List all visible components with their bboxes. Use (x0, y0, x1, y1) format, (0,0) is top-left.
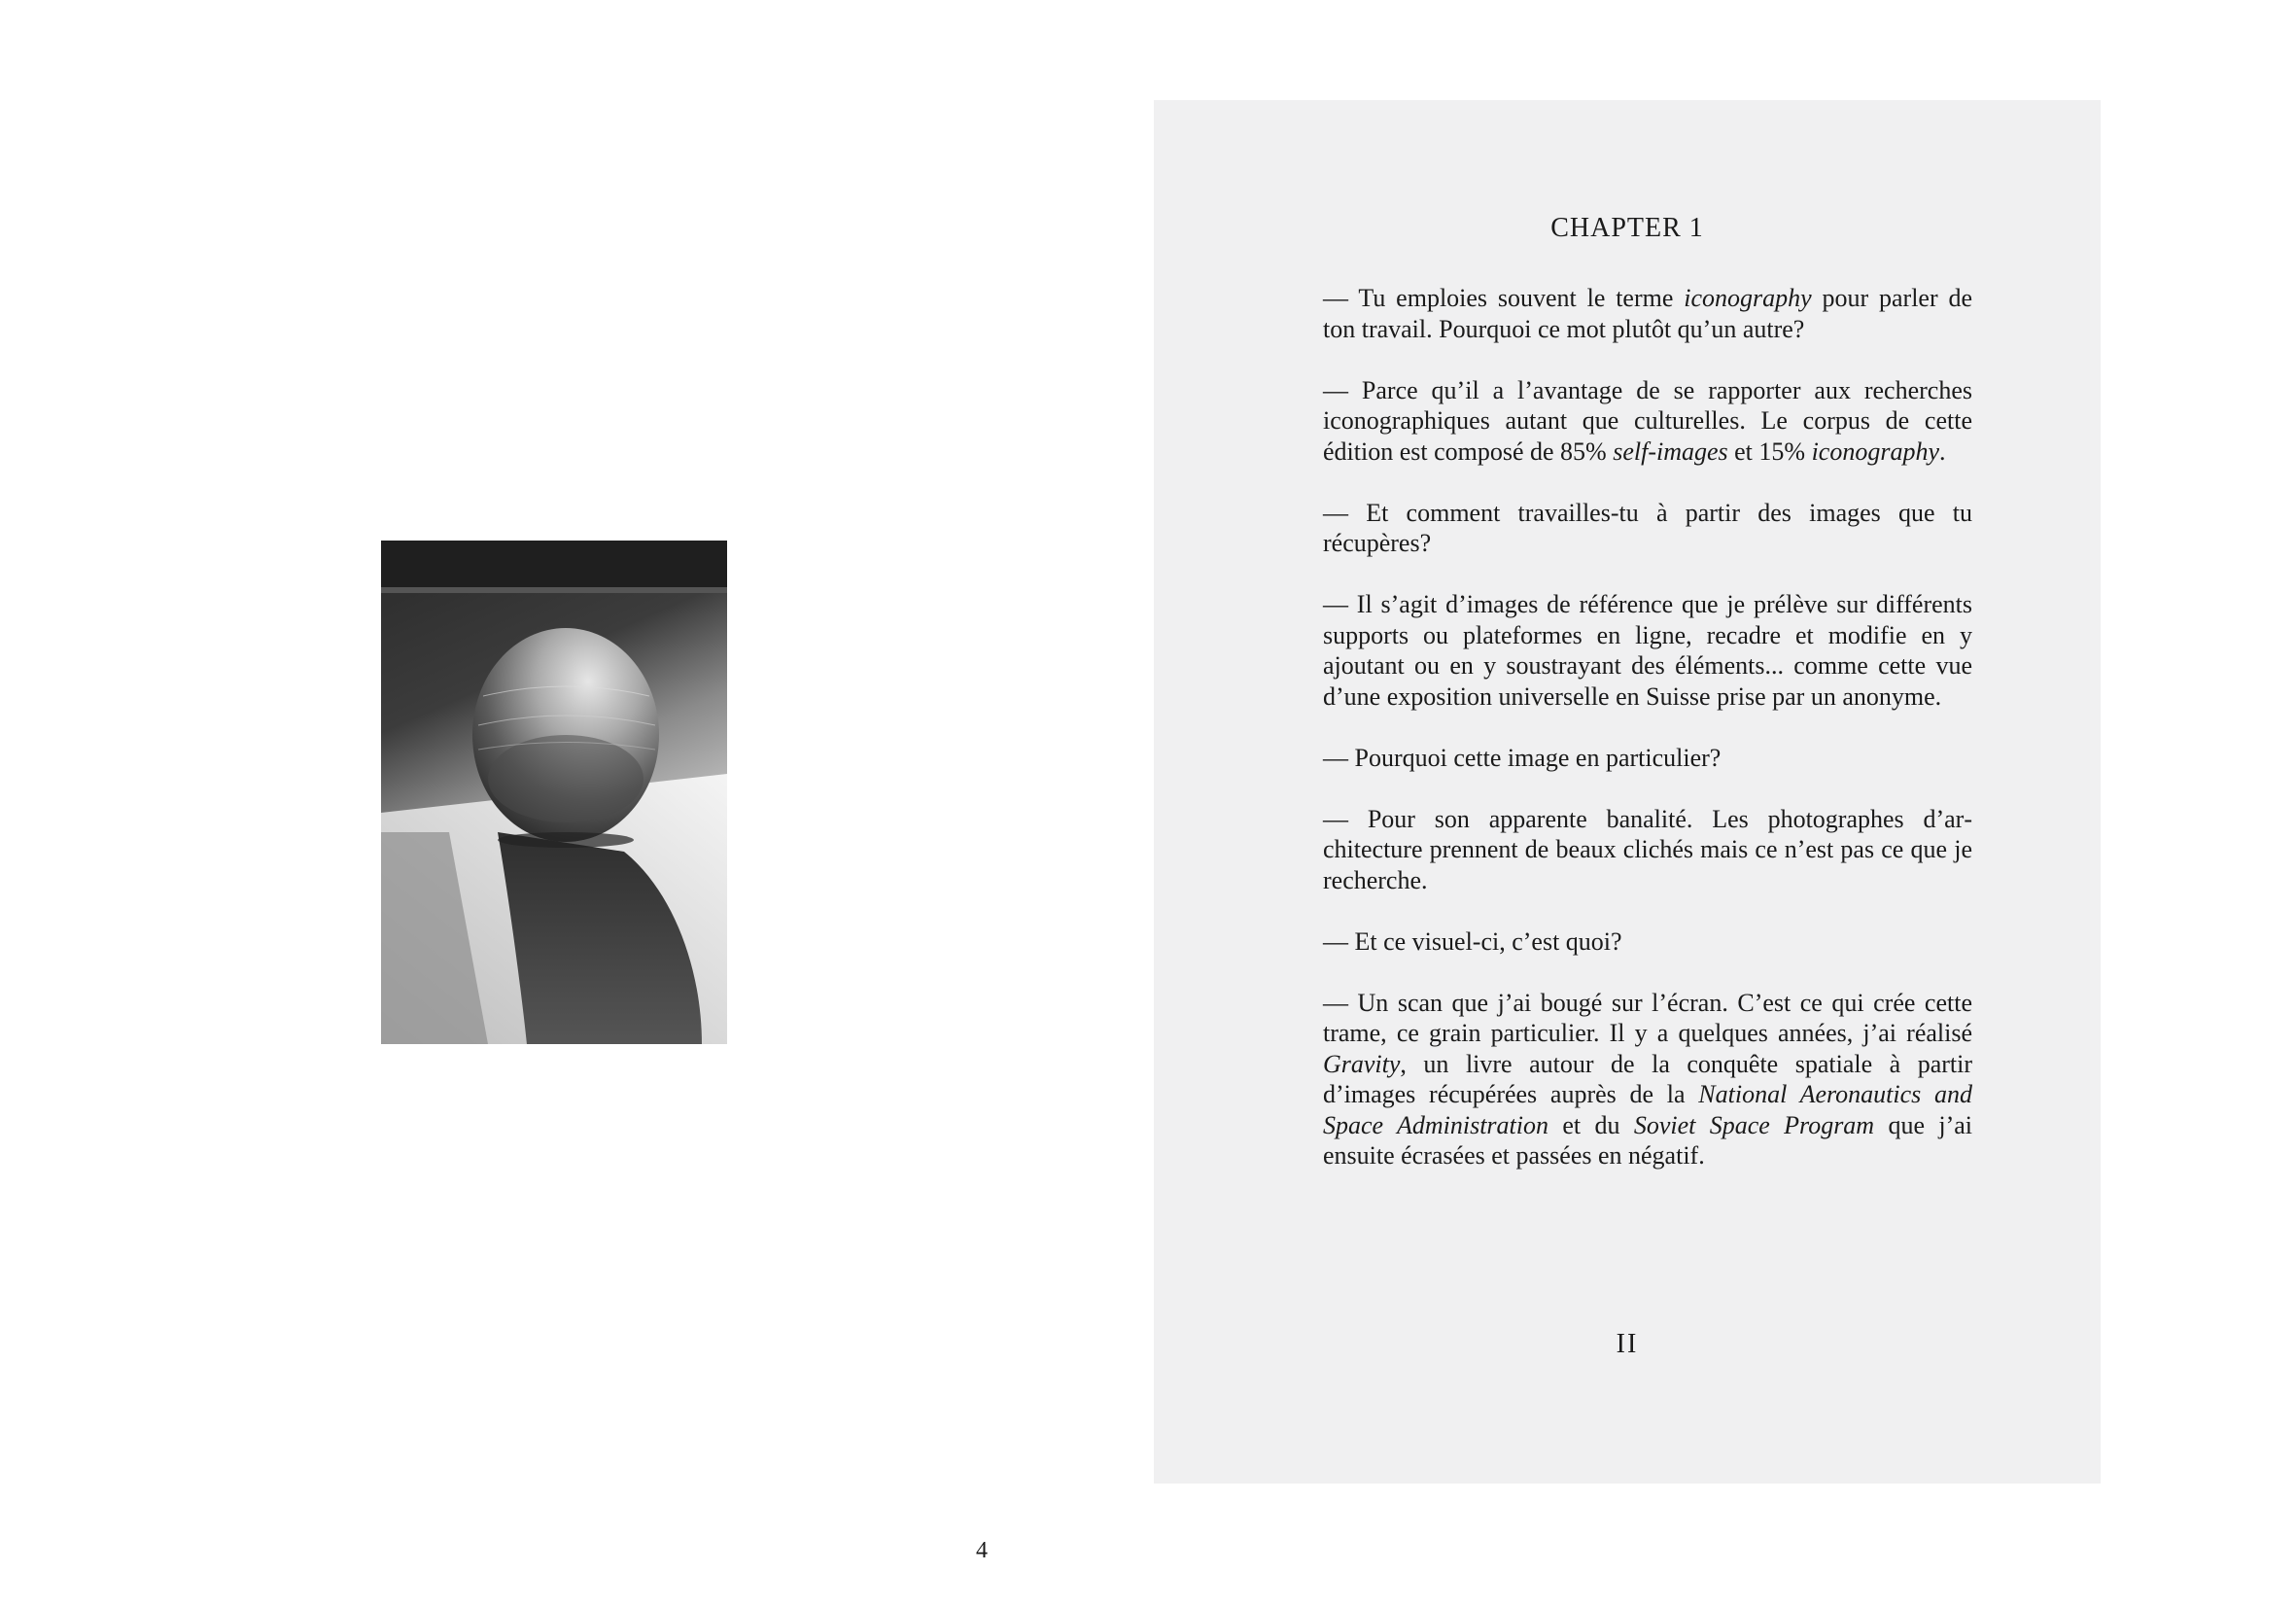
text-run: — Pourquoi cette image en particulier? (1323, 743, 1722, 772)
italic-term: self-images (1613, 437, 1728, 466)
paragraph-q2 (1323, 498, 1972, 559)
text-run: — Et comment travailles-tu à partir des images que tu récupères? (1323, 498, 1972, 557)
roman-page-number: II (1616, 1329, 1639, 1359)
italic-term: iconography (1811, 437, 1939, 466)
paragraph-a4 (1323, 988, 1972, 1171)
text-run: — Tu emploies souvent le terme (1323, 284, 1685, 312)
text-run: — Pour son apparente banalité. Les photographes d’architecture prennent de beaux clichés mais ce n’est pas ce que je recherche. (1323, 804, 1972, 894)
text-run: et 15% (1727, 437, 1812, 466)
sphere-photograph (381, 541, 727, 1044)
paragraph-a3 (1323, 804, 1972, 896)
text-run: et du (1548, 1110, 1634, 1139)
text-run: — Et ce visuel-ci, c’est quoi? (1323, 926, 1622, 956)
paragraph-q4 (1323, 926, 1972, 958)
paragraph-q3 (1323, 743, 1972, 774)
text-run: que j’ai ensuite écrasées et passées en négatif. (1323, 1110, 1972, 1170)
italic-term: National Aeronautics and Space Administration (1323, 1080, 1972, 1139)
paragraph-a1 (1323, 375, 1972, 468)
right-page (1154, 100, 2101, 1484)
page-number: 4 (976, 1538, 988, 1563)
paragraph-a2 (1323, 589, 1972, 712)
text-run: — Un scan que j’ai bougé sur l’écran. C’est ce qui crée cette trame, ce grain particulier. Il y a quelques années, j’ai réalisé (1323, 988, 1972, 1047)
italic-term: Soviet Space Program (1633, 1110, 1875, 1139)
paragraph-q1 (1323, 283, 1972, 344)
italic-term: iconography (1684, 284, 1812, 312)
text-run: pour parler de ton travail. Pourquoi ce mot plutôt qu’un autre? (1323, 284, 1972, 343)
chapter-title: CHAPTER 1 (1550, 213, 1704, 243)
text-run: — Parce qu’il a l’avantage de se rapporter aux recherches iconographiques autant que culturelles. Le corpus de cette édition est composé de 85% (1323, 375, 1972, 466)
text-run: . (1938, 437, 1946, 466)
italic-term: Gravity (1323, 1049, 1401, 1078)
text-run: , un livre autour de la conquête spatiale à partir d’images récupérées auprès de la (1323, 1049, 1972, 1108)
text-run: — Il s’agit d’images de référence que je prélève sur différents supports ou plateformes en ligne, recadre et modifie en y ajoutant ou en y soustrayant des éléments... comme cette vue d’une exposition universelle en Suisse prise par un anonyme. (1323, 590, 1972, 711)
interview-text (1323, 283, 1972, 1202)
